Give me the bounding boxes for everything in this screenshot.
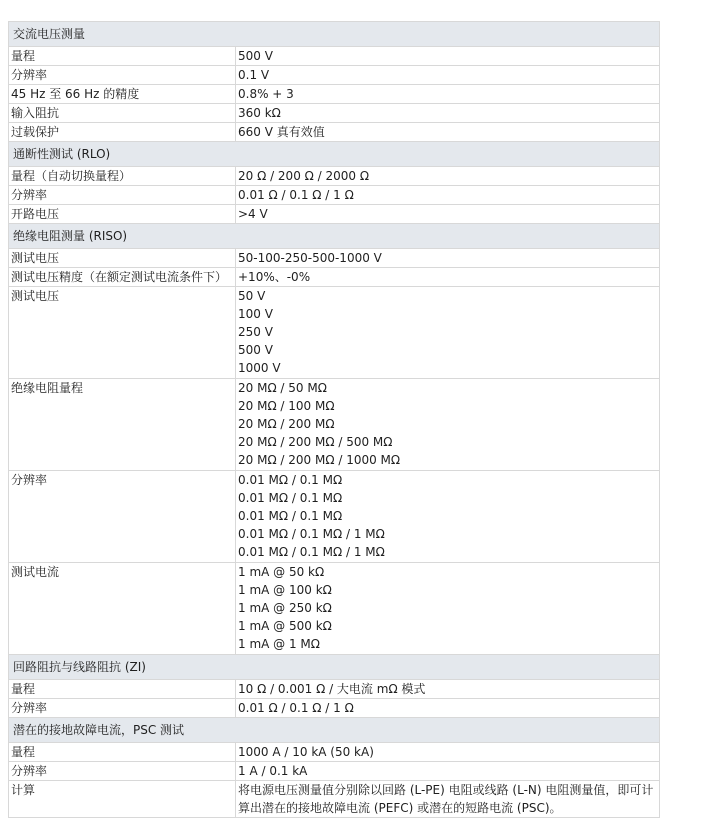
row-label: 45 Hz 至 66 Hz 的精度: [9, 85, 236, 104]
row-label: 量程（自动切换量程）: [9, 167, 236, 186]
row-value: [236, 205, 660, 224]
table-row: [9, 205, 660, 224]
table-row: [9, 762, 660, 781]
value-line: 0.8% + 3: [238, 87, 294, 101]
value-line: 50 V: [238, 289, 266, 303]
row-value: [236, 743, 660, 762]
row-label: 分辨率: [9, 186, 236, 205]
row-label: 分辨率: [9, 762, 236, 781]
row-label: 开路电压: [9, 205, 236, 224]
table-row: [9, 249, 660, 268]
section-header: [9, 224, 660, 249]
row-label: 输入阻抗: [9, 104, 236, 123]
value-line: 将电源电压测量值分别除以回路 (L-PE) 电阻或线路 (L-N) 电阻测量值，即可计算出潜在的接地故障电流 (PEFC) 或潜在的短路电流 (PSC)。: [238, 783, 654, 815]
section-title: 通断性测试 (RLO): [9, 142, 660, 167]
table-row: [9, 268, 660, 287]
table-row: [9, 85, 660, 104]
value-line: 1 mA @ 100 kΩ: [238, 583, 332, 597]
value-line: 20 MΩ / 50 MΩ: [238, 381, 327, 395]
row-value: [236, 762, 660, 781]
value-line: 0.01 Ω / 0.1 Ω / 1 Ω: [238, 701, 354, 715]
row-label: 测试电压: [9, 287, 236, 379]
table-row: [9, 104, 660, 123]
table-row: [9, 123, 660, 142]
row-value: [236, 781, 660, 818]
value-line: 100 V: [238, 307, 273, 321]
row-value: [236, 167, 660, 186]
value-line: 360 kΩ: [238, 106, 281, 120]
row-label: 量程: [9, 743, 236, 762]
value-line: 1000 A / 10 kA (50 kA): [238, 745, 374, 759]
row-label: 绝缘电阻量程: [9, 379, 236, 471]
spec-table-body: [9, 22, 660, 818]
row-label: 分辨率: [9, 471, 236, 563]
table-row: [9, 379, 660, 471]
value-line: 20 MΩ / 200 MΩ / 1000 MΩ: [238, 453, 401, 467]
value-line: 50-100-250-500-1000 V: [238, 251, 382, 265]
section-header: [9, 718, 660, 743]
value-line: 20 MΩ / 200 MΩ: [238, 417, 335, 431]
section-title: 回路阻抗与线路阻抗 (ZI): [9, 655, 660, 680]
row-label: 分辨率: [9, 66, 236, 85]
row-value: [236, 680, 660, 699]
value-line: 1 mA @ 250 kΩ: [238, 601, 332, 615]
row-value: [236, 186, 660, 205]
row-value: [236, 249, 660, 268]
section-header: [9, 655, 660, 680]
row-value: [236, 123, 660, 142]
value-line: 0.01 MΩ / 0.1 MΩ / 1 MΩ: [238, 527, 385, 541]
table-row: [9, 471, 660, 563]
value-line: 1 A / 0.1 kA: [238, 764, 308, 778]
row-value: [236, 287, 660, 379]
value-line: 0.01 MΩ / 0.1 MΩ / 1 MΩ: [238, 545, 385, 559]
table-row: [9, 287, 660, 379]
value-line: 500 V: [238, 343, 273, 357]
row-label: 量程: [9, 47, 236, 66]
value-line: >4 V: [238, 207, 268, 221]
row-label: 测试电压精度（在额定测试电流条件下）: [9, 268, 236, 287]
row-label: 测试电压: [9, 249, 236, 268]
row-value: [236, 47, 660, 66]
row-label: 过载保护: [9, 123, 236, 142]
value-line: 500 V: [238, 49, 273, 63]
table-row: [9, 680, 660, 699]
value-line: 10 Ω / 0.001 Ω / 大电流 mΩ 模式: [238, 682, 426, 696]
row-value: [236, 471, 660, 563]
row-value: [236, 66, 660, 85]
value-line: 0.1 V: [238, 68, 270, 82]
row-value: [236, 699, 660, 718]
value-line: 1 mA @ 500 kΩ: [238, 619, 332, 633]
row-value: [236, 85, 660, 104]
row-value: [236, 104, 660, 123]
table-row: [9, 47, 660, 66]
value-line: 0.01 Ω / 0.1 Ω / 1 Ω: [238, 188, 354, 202]
table-row: [9, 743, 660, 762]
value-line: 20 Ω / 200 Ω / 2000 Ω: [238, 169, 370, 183]
table-row: [9, 186, 660, 205]
value-line: 20 MΩ / 200 MΩ / 500 MΩ: [238, 435, 393, 449]
table-row: [9, 167, 660, 186]
row-label: 分辨率: [9, 699, 236, 718]
value-line: 0.01 MΩ / 0.1 MΩ: [238, 491, 343, 505]
value-line: 20 MΩ / 100 MΩ: [238, 399, 335, 413]
value-line: 1 mA @ 1 MΩ: [238, 637, 320, 651]
table-row: [9, 563, 660, 655]
table-row: [9, 781, 660, 818]
row-label: 量程: [9, 680, 236, 699]
value-line: 1000 V: [238, 361, 281, 375]
value-line: 250 V: [238, 325, 273, 339]
value-line: 0.01 MΩ / 0.1 MΩ: [238, 509, 343, 523]
row-value: [236, 379, 660, 471]
table-row: [9, 699, 660, 718]
value-line: 660 V 真有效值: [238, 125, 325, 139]
value-line: 0.01 MΩ / 0.1 MΩ: [238, 473, 343, 487]
value-line: 1 mA @ 50 kΩ: [238, 565, 325, 579]
row-label: 计算: [9, 781, 236, 818]
section-header: [9, 22, 660, 47]
table-row: [9, 66, 660, 85]
section-header: [9, 142, 660, 167]
section-title: 绝缘电阻测量 (RISO): [9, 224, 660, 249]
section-title: 交流电压测量: [9, 22, 660, 47]
row-value: [236, 563, 660, 655]
row-label: 测试电流: [9, 563, 236, 655]
value-line: +10%、-0%: [238, 270, 311, 284]
spec-table: [8, 21, 660, 818]
section-title: 潜在的接地故障电流，PSC 测试: [9, 718, 660, 743]
row-value: [236, 268, 660, 287]
